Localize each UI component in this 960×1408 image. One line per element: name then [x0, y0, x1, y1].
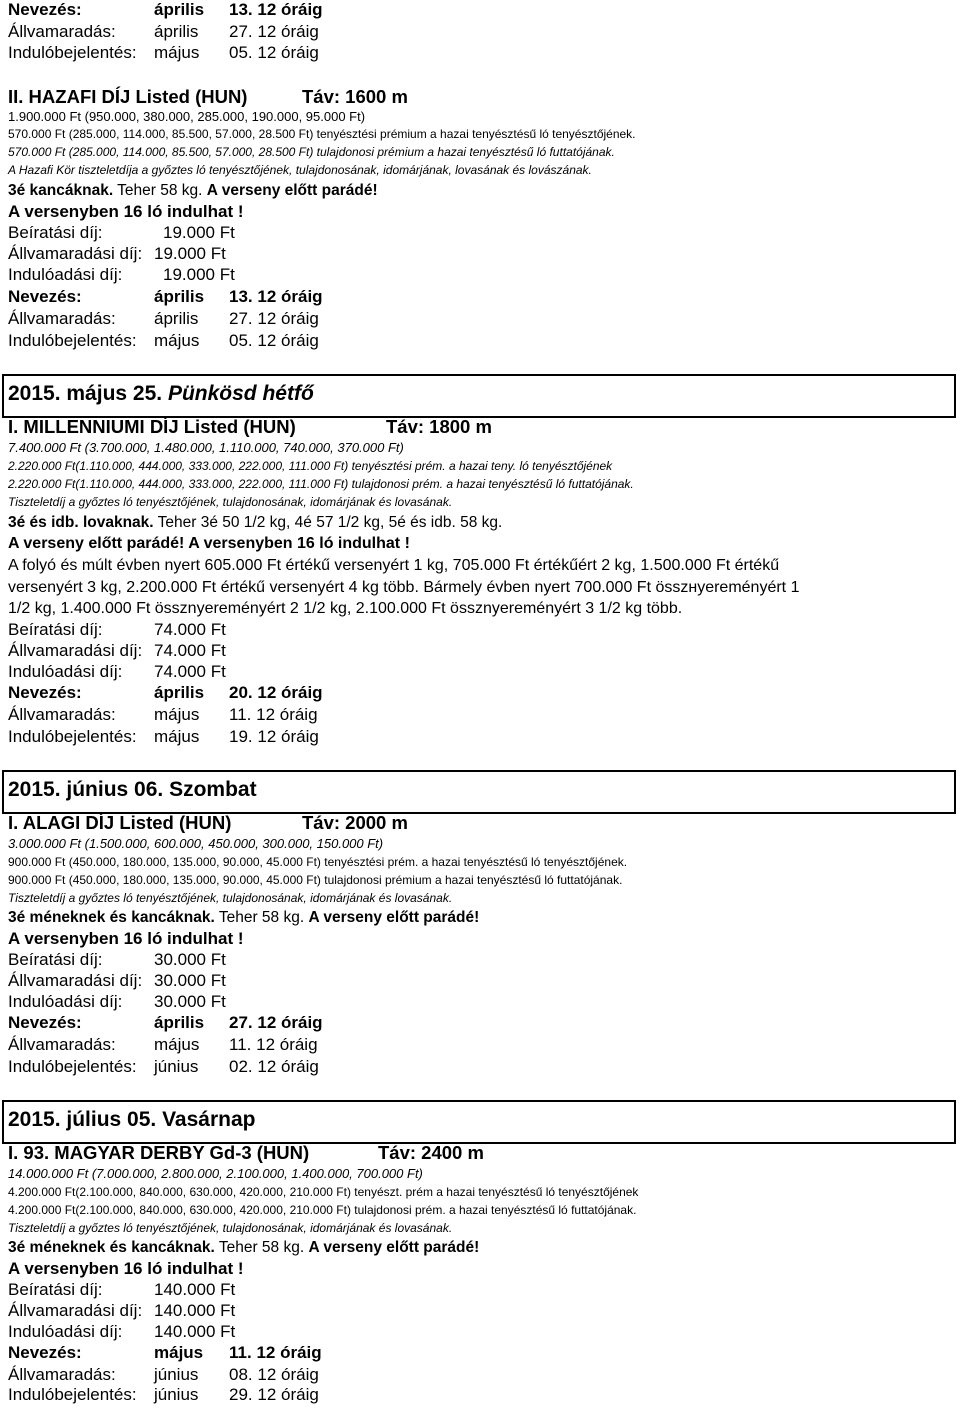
owner-premium: 900.000 Ft (450.000, 180.000, 135.000, 90.000, 45.000 Ft) tulajdonosi prémium a hazai tenyésztésű ló futtatójának. [8, 873, 623, 887]
max-runners: A versenyben 16 ló indulhat ! [8, 202, 244, 221]
penalty-line-1: A folyó és múlt évben nyert 605.000 Ft értékű versenyért 1 kg, 705.000 Ft értékűért 2 kg, 1.500.000 Ft értékű [8, 557, 780, 574]
schedule-nevezes: Nevezés: április 13. 12 óráig [8, 287, 323, 306]
race-date: 2015. május 25. Pünkösd hétfő [8, 382, 314, 405]
race-conditions: 3é méneknek és kancáknak. Teher 58 kg. A verseny előtt parádé! [8, 909, 480, 926]
honor-prize: Tiszteletdíj a győztes ló tenyésztőjének, tulajdonosának, idomárjának és lovasának. [8, 495, 453, 509]
schedule-nevezes: Nevezés: április 20. 12 óráig [8, 683, 323, 702]
max-runners: A versenyben 16 ló indulhat ! [8, 929, 244, 948]
schedule-allvamaradas: Állvamaradás: június 08. 12 óráig [8, 1365, 319, 1384]
penalty-line-3: 1/2 kg, 1.400.000 Ft össznyereményért 2 1/2 kg, 2.100.000 Ft össznyereményért 3 1/2 kg több. [8, 600, 683, 617]
schedule-indulobejelentes: Indulóbejelentés: június 29. 12 óráig [8, 1385, 319, 1404]
schedule-nevezes: Nevezés: május 11. 12 óráig [8, 1343, 322, 1362]
race-title: I. ALAGI DÍJ Listed (HUN) Táv: 2000 m [8, 812, 408, 833]
owner-premium: 570.000 Ft (285.000, 114.000, 85.500, 57.000, 28.500 Ft) tulajdonosi prémium a hazai tenyésztésű ló futtatójának. [8, 145, 615, 159]
race-date: 2015. június 06. Szombat [8, 778, 257, 801]
owner-premium: 2.220.000 Ft(1.110.000, 444.000, 333.000, 222.000, 111.000 Ft) tulajdonosi prém. a hazai tenyésztésű ló futtatójának. [8, 477, 634, 491]
fee-induloadasi: Indulóadási díj: 30.000 Ft [8, 992, 226, 1011]
schedule-nevezes: Nevezés: április 13. 12 óráig [8, 0, 323, 19]
race-conditions: 3é és idb. lovaknak. Teher 3é 50 1/2 kg, 4é 57 1/2 kg, 5é és idb. 58 kg. [8, 514, 503, 531]
fee-beiratasi: Beíratási díj: 74.000 Ft [8, 620, 226, 639]
honor-prize: A Hazafi Kör tiszteletdíja a győztes ló tenyésztőjének, tulajdonosának, idomárjának, lovasának és lovászának. [8, 163, 592, 177]
race-prize: 7.400.000 Ft (3.700.000, 1.480.000, 1.110.000, 740.000, 370.000 Ft) [8, 440, 404, 455]
race-conditions: 3é méneknek és kancáknak. Teher 58 kg. A verseny előtt parádé! [8, 1239, 480, 1256]
breeder-premium: 4.200.000 Ft(2.100.000, 840.000, 630.000, 420.000, 210.000 Ft) tenyészt. prém a hazai tenyésztésű ló tenyésztőjének [8, 1185, 639, 1199]
schedule-allvamaradas: Állvamaradás: május 11. 12 óráig [8, 705, 318, 724]
schedule-allvamaradas: Állvamaradás: április 27. 12 óráig [8, 22, 319, 41]
max-runners: A versenyben 16 ló indulhat ! [8, 1259, 244, 1278]
fee-induloadasi: Indulóadási díj: 74.000 Ft [8, 662, 226, 681]
honor-prize: Tiszteletdíj a győztes ló tenyésztőjének, tulajdonosának, idomárjának és lovasának. [8, 1221, 453, 1235]
race-prize: 14.000.000 Ft (7.000.000, 2.800.000, 2.100.000, 1.400.000, 700.000 Ft) [8, 1166, 423, 1181]
fee-allvamaradasi: Állvamaradási díj: 74.000 Ft [8, 641, 226, 660]
schedule-indulobejelentes: Indulóbejelentés: május 05. 12 óráig [8, 331, 319, 350]
fee-allvamaradasi: Állvamaradási díj: 30.000 Ft [8, 971, 226, 990]
race-title: I. 93. MAGYAR DERBY Gd-3 (HUN) Táv: 2400 m [8, 1142, 484, 1163]
fee-beiratasi: Beíratási díj: 30.000 Ft [8, 950, 226, 969]
fee-beiratasi: Beíratási díj: 140.000 Ft [8, 1280, 236, 1299]
fee-allvamaradasi: Állvamaradási díj: 19.000 Ft [8, 244, 226, 263]
schedule-indulobejelentes: Indulóbejelentés: június 02. 12 óráig [8, 1057, 319, 1076]
fee-induloadasi: Indulóadási díj: 140.000 Ft [8, 1322, 236, 1341]
owner-premium: 4.200.000 Ft(2.100.000, 840.000, 630.000, 420.000, 210.000 Ft) tulajdonosi prém. a hazai tenyésztésű ló futtatójának. [8, 1203, 637, 1217]
schedule-nevezes: Nevezés: április 27. 12 óráig [8, 1013, 323, 1032]
honor-prize: Tiszteletdíj a győztes ló tenyésztőjének, tulajdonosának, idomárjának és lovasának. [8, 891, 453, 905]
schedule-indulobejelentes: Indulóbejelentés: május 19. 12 óráig [8, 727, 319, 746]
fee-beiratasi: Beíratási díj: 19.000 Ft [8, 223, 235, 242]
race-prize: 3.000.000 Ft (1.500.000, 600.000, 450.000, 300.000, 150.000 Ft) [8, 836, 384, 851]
breeder-premium: 2.220.000 Ft(1.110.000, 444.000, 333.000, 222.000, 111.000 Ft) tenyésztési prém. a hazai teny. ló tenyésztőjének [8, 459, 613, 473]
breeder-premium: 900.000 Ft (450.000, 180.000, 135.000, 90.000, 45.000 Ft) tenyésztési prém. a hazai tenyésztésű ló tenyésztőjének. [8, 855, 628, 869]
parade-note: A verseny előtt parádé! A versenyben 16 ló indulhat ! [8, 535, 410, 552]
race-conditions: 3é kancáknak. Teher 58 kg. A verseny előtt parádé! [8, 182, 378, 199]
race-title: II. HAZAFI DÍJ Listed (HUN) Táv: 1600 m [8, 86, 408, 107]
schedule-allvamaradas: Állvamaradás: május 11. 12 óráig [8, 1035, 318, 1054]
race-date: 2015. július 05. Vasárnap [8, 1108, 256, 1131]
schedule-indulobejelentes: Indulóbejelentés: május 05. 12 óráig [8, 43, 319, 62]
breeder-premium: 570.000 Ft (285.000, 114.000, 85.500, 57.000, 28.500 Ft) tenyésztési prémium a hazai tenyésztésű ló tenyésztőjének. [8, 127, 636, 141]
race-prize: 1.900.000 Ft (950.000, 380.000, 285.000, 190.000, 95.000 Ft) [8, 109, 366, 124]
race-title: I. MILLENNIUMI DÍJ Listed (HUN) Táv: 1800 m [8, 416, 492, 437]
penalty-line-2: versenyért 3 kg, 2.200.000 Ft értékű versenyért 4 kg több. Bármely évben nyert 700.000 Ft összнyereményért 1 [8, 579, 800, 596]
schedule-allvamaradas: Állvamaradás: április 27. 12 óráig [8, 309, 319, 328]
fee-induloadasi: Indulóadási díj: 19.000 Ft [8, 265, 235, 284]
fee-allvamaradasi: Állvamaradási díj: 140.000 Ft [8, 1301, 236, 1320]
